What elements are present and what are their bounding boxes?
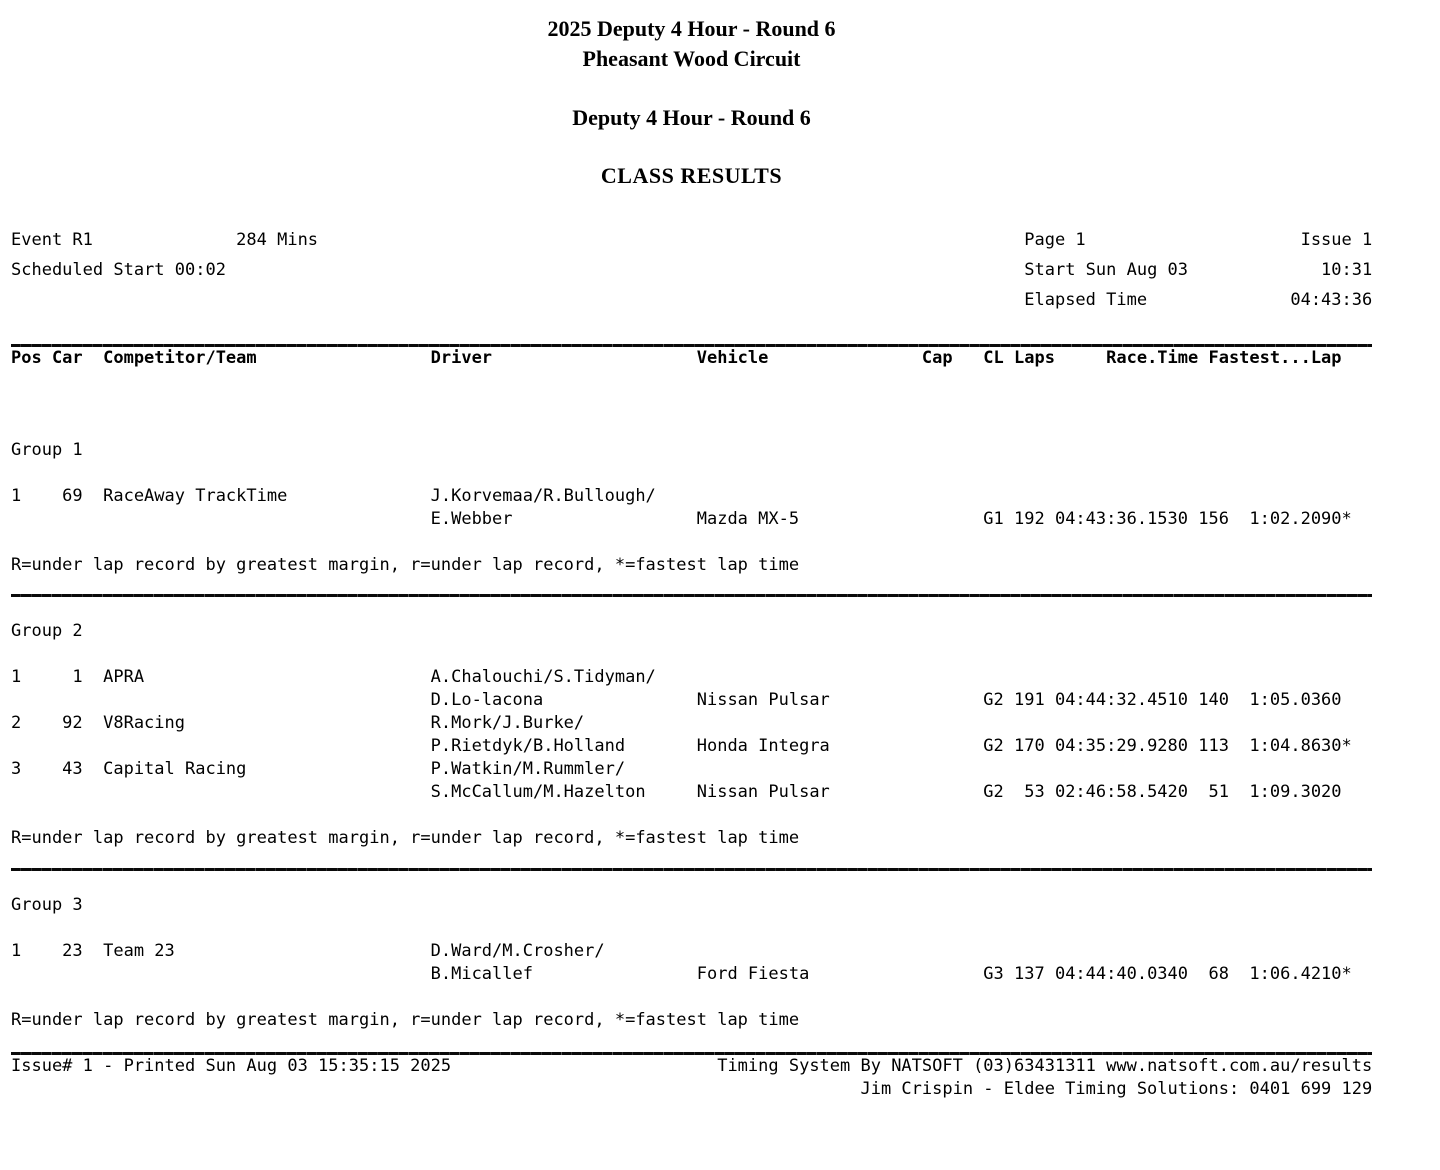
race-time-cell: 04:43:36.1530 <box>1054 509 1189 529</box>
elapsed-time-value: 04:43:36 <box>1290 290 1373 310</box>
title-class-results: CLASS RESULTS <box>600 163 783 188</box>
driver-cell: D.Ward/M.Crosher/ <box>430 941 605 961</box>
car-cell: 43 <box>62 759 83 779</box>
driver-cell: P.Watkin/M.Rummler/ <box>430 759 626 779</box>
start-time-value: 10:31 <box>1321 260 1373 280</box>
footer-contact: Jim Crispin - Eldee Timing Solutions: 0401 699 129 <box>860 1079 1373 1099</box>
result-row-line1 <box>11 666 1440 689</box>
vehicle-cell: Honda Integra <box>696 736 830 756</box>
driver-cell: J.Korvemaa/R.Bullough/ <box>430 486 656 506</box>
column-header-race-time: Race.Time <box>1106 348 1199 368</box>
class-cell: G3 <box>983 964 1004 984</box>
column-header-car: Car <box>51 348 83 368</box>
driver-cell: S.McCallum/M.Hazelton <box>430 782 646 802</box>
meta-line-2 <box>11 255 1440 285</box>
driver-cell: E.Webber <box>430 509 513 529</box>
column-header-team: Competitor/Team <box>103 348 257 368</box>
event-meta <box>11 225 1440 315</box>
title-event: 2025 Deputy 4 Hour - Round 6 <box>547 16 836 41</box>
car-cell: 1 <box>72 667 83 687</box>
team-cell: V8Racing <box>103 713 185 733</box>
pos-cell: 3 <box>11 759 22 779</box>
driver-cell: D.Lo-lacona <box>430 690 544 710</box>
driver-cell: P.Rietdyk/B.Holland <box>430 736 626 756</box>
result-row-line2 <box>11 735 1440 758</box>
laps-cell: 192 <box>1014 509 1045 529</box>
driver-cell: B.Micallef <box>430 964 533 984</box>
group-heading: Group 2 <box>11 621 83 641</box>
pos-cell: 1 <box>11 486 22 506</box>
title-race: Deputy 4 Hour - Round 6 <box>572 105 811 130</box>
footer-issue: Issue# 1 - Printed Sun Aug 03 15:35:15 2025 <box>11 1056 452 1076</box>
fastest-lap-number-cell: 68 <box>1208 964 1229 984</box>
class-cell: G2 <box>983 690 1004 710</box>
report-heading <box>11 0 1372 191</box>
table-header-row <box>11 347 1440 370</box>
result-row-line2 <box>11 508 1440 531</box>
team-cell: Team 23 <box>103 941 175 961</box>
result-row-line2 <box>11 689 1440 712</box>
fastest-lap-number-cell: 140 <box>1198 690 1229 710</box>
laps-cell: 53 <box>1024 782 1045 802</box>
vehicle-cell: Nissan Pulsar <box>696 782 830 802</box>
column-header-fastest-lap: Fastest...Lap <box>1208 348 1342 368</box>
result-row-line2 <box>11 963 1440 986</box>
fastest-lap-time-cell: 1:02.2090* <box>1249 509 1352 529</box>
car-cell: 23 <box>62 941 83 961</box>
lap-record-legend: R=under lap record by greatest margin, r=under lap record, *=fastest lap time <box>11 828 800 848</box>
race-time-cell: 02:46:58.5420 <box>1054 782 1189 802</box>
result-row-line2 <box>11 781 1440 804</box>
meta-line-1 <box>11 225 1440 255</box>
elapsed-time-label: Elapsed Time <box>1024 290 1148 310</box>
class-cell: G2 <box>983 736 1004 756</box>
race-time-cell: 04:35:29.9280 <box>1054 736 1189 756</box>
car-cell: 92 <box>62 713 83 733</box>
class-cell: G2 <box>983 782 1004 802</box>
pos-cell: 1 <box>11 941 22 961</box>
column-header-pos: Pos <box>11 348 42 368</box>
pos-cell: 2 <box>11 713 22 733</box>
laps-cell: 170 <box>1014 736 1045 756</box>
column-header-vehicle: Vehicle <box>696 348 769 368</box>
team-cell: APRA <box>103 667 145 687</box>
scheduled-start: Scheduled Start 00:02 <box>11 260 226 280</box>
title-circuit: Pheasant Wood Circuit <box>582 46 801 71</box>
separator-rule <box>11 868 1372 871</box>
pos-cell: 1 <box>11 667 22 687</box>
separator-rule <box>11 594 1372 597</box>
fastest-lap-time-cell: 1:04.8630* <box>1249 736 1352 756</box>
lap-record-legend: R=under lap record by greatest margin, r=under lap record, *=fastest lap time <box>11 1010 800 1030</box>
team-cell: Capital Racing <box>103 759 247 779</box>
team-cell: RaceAway TrackTime <box>103 486 288 506</box>
column-header-cap: Cap <box>921 348 953 368</box>
race-time-cell: 04:44:40.0340 <box>1054 964 1189 984</box>
driver-cell: R.Mork/J.Burke/ <box>430 713 585 733</box>
column-header-driver: Driver <box>430 348 493 368</box>
fastest-lap-time-cell: 1:09.3020 <box>1249 782 1342 802</box>
result-row-line1 <box>11 940 1440 963</box>
footer-line-2 <box>11 1078 1440 1101</box>
vehicle-cell: Nissan Pulsar <box>696 690 830 710</box>
event-label: Event R1 <box>11 230 93 250</box>
laps-cell: 191 <box>1014 690 1045 710</box>
class-cell: G1 <box>983 509 1004 529</box>
fastest-lap-number-cell: 113 <box>1198 736 1229 756</box>
result-row-line1 <box>11 758 1440 781</box>
start-date-label: Start Sun Aug 03 <box>1024 260 1189 280</box>
fastest-lap-time-cell: 1:05.0360 <box>1249 690 1342 710</box>
footer-line-1 <box>11 1055 1440 1078</box>
car-cell: 69 <box>62 486 83 506</box>
footer-timing-system: Timing System By NATSOFT (03)63431311 www.natsoft.com.au/results <box>717 1056 1373 1076</box>
result-row-line1 <box>11 712 1440 735</box>
vehicle-cell: Mazda MX-5 <box>696 509 800 529</box>
group-heading: Group 3 <box>11 895 83 915</box>
lap-record-legend: R=under lap record by greatest margin, r=under lap record, *=fastest lap time <box>11 555 800 575</box>
fastest-lap-number-cell: 156 <box>1198 509 1229 529</box>
fastest-lap-number-cell: 51 <box>1208 782 1229 802</box>
page-number: Page 1 <box>1024 230 1086 250</box>
laps-cell: 137 <box>1014 964 1045 984</box>
issue-number: Issue 1 <box>1300 230 1373 250</box>
result-row-line1 <box>11 485 1440 508</box>
meta-line-3 <box>11 285 1440 315</box>
column-header-cl-laps: CL Laps <box>983 348 1055 368</box>
race-time-cell: 04:44:32.4510 <box>1054 690 1189 710</box>
event-duration: 284 Mins <box>236 230 319 250</box>
fastest-lap-time-cell: 1:06.4210* <box>1249 964 1352 984</box>
group-heading: Group 1 <box>11 440 83 460</box>
vehicle-cell: Ford Fiesta <box>696 964 810 984</box>
driver-cell: A.Chalouchi/S.Tidyman/ <box>430 667 656 687</box>
